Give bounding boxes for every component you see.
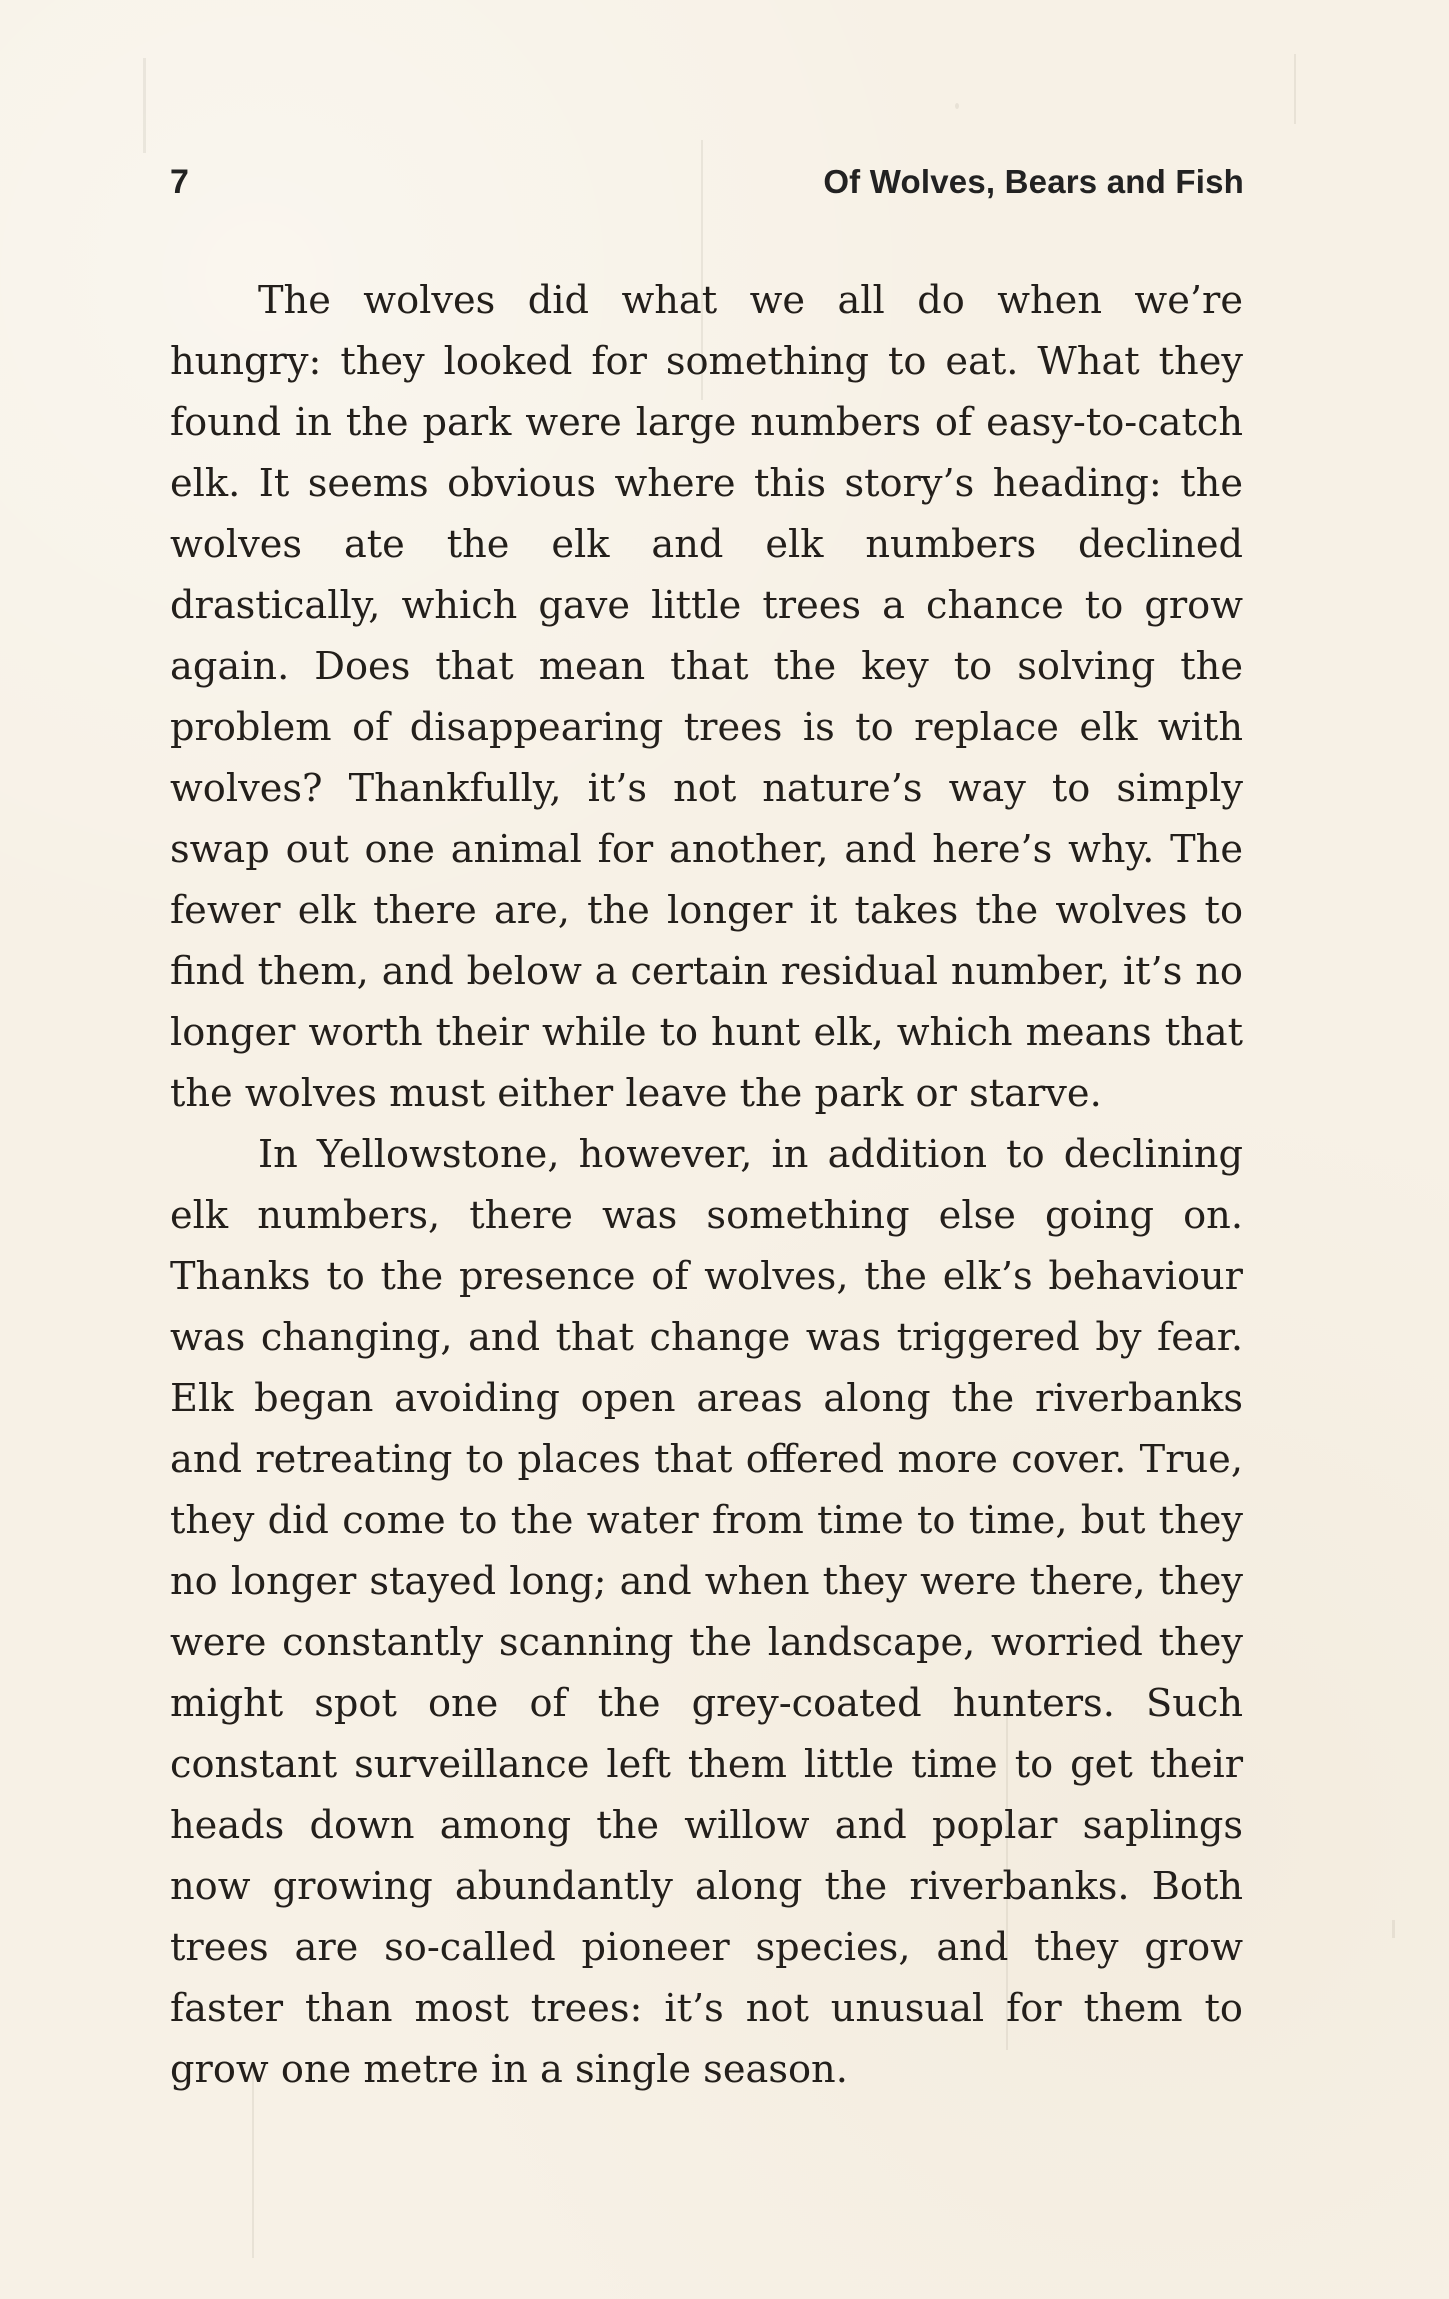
paragraph-wolves-hunger: The wolves did what we all do when we’re hungry: they looked for something to eat. What they found in the park were large numbers of easy-to-catch elk. It seems obvious where this story’s heading: the wolves ate the elk and elk numbers declined drastically, which gave little trees a chance to grow again. Does that mean that the key to solving the problem of disappearing trees is to replace elk with wolves? Thankfully, it’s not nature’s way to simply swap out one animal for another, and here’s why. The fewer elk there are, the longer it takes the wolves to find them, and below a certain residual number, it’s no longer worth their while to hunt elk, which means that the wolves must either leave the park or starve. <box>170 278 1243 1116</box>
body-text <box>170 270 1243 2100</box>
page-header <box>170 154 1244 210</box>
page-number: 7 <box>170 162 190 201</box>
paper-fold-mark <box>143 58 146 153</box>
paper-speck <box>955 103 959 109</box>
paper-fold-mark <box>1294 54 1296 124</box>
paper-speck <box>1392 1920 1395 1938</box>
paragraph-yellowstone-fear: In Yellowstone, however, in addition to declining elk numbers, there was something else going on. Thanks to the presence of wolves, the elk’s behaviour was changing, and that change was triggered by fear. Elk began avoiding open areas along the riverbanks and retreating to places that offered more cover. True, they did come to the water from time to time, but they no longer stayed long; and when they were there, they were constantly scanning the landscape, worried they might spot one of the grey-coated hunters. Such constant surveillance left them little time to get their heads down among the willow and poplar saplings now growing abundantly along the riverbanks. Both trees are so-called pioneer species, and they grow faster than most trees: it’s not unusual for them to grow one metre in a single season. <box>170 1132 1243 2092</box>
running-title: Of Wolves, Bears and Fish <box>823 163 1244 200</box>
